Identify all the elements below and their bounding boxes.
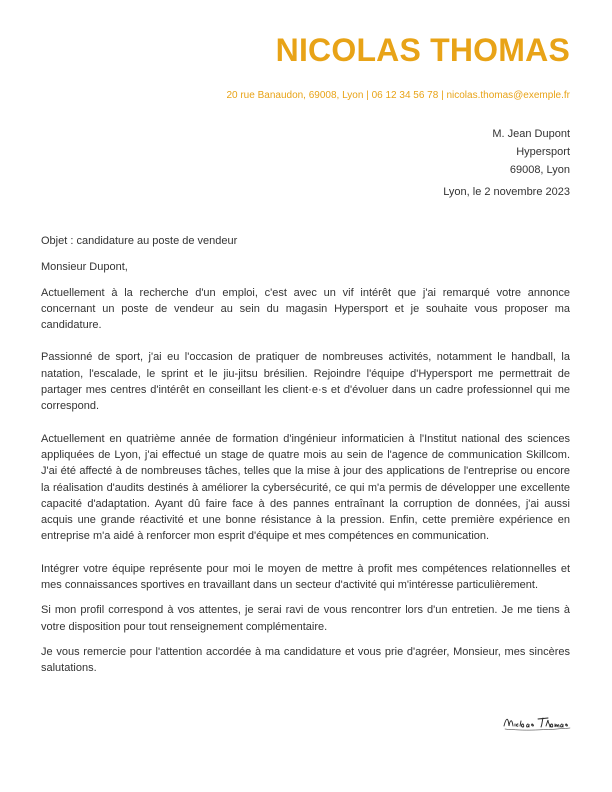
letter-paragraph: Si mon profil correspond à vos attentes, je serai ravi de vous rencontrer lors d'un entretien. Je me tiens à votre disposition pour tout renseignement complémentaire.: [41, 604, 570, 633]
letter-subject: Objet : candidature au poste de vendeur: [41, 235, 238, 247]
sender-contact: 20 rue Banaudon, 69008, Lyon | 06 12 34 56 78 | nicolas.thomas@exemple.fr: [226, 90, 570, 101]
recipient-name: M. Jean Dupont: [492, 128, 570, 140]
letter-date: Lyon, le 2 novembre 2023: [443, 186, 570, 198]
recipient-city: 69008, Lyon: [509, 164, 570, 176]
letter-paragraph: Passionné de sport, j'ai eu l'occasion de pratiquer de nombreuses activités, notamment le handball, la natation, l'escalade, le sprint et le jiu-jitsu brésilien. Rejoindre l'équipe d'Hypersport me permettrait de partager mes centres d'intérêt en conseillant les client·e·s et d'évoluer dans un cadre professionnel qui me correspond.: [41, 351, 570, 413]
sender-name: NICOLAS THOMAS: [275, 32, 570, 68]
letter-body: [41, 233, 570, 686]
letter-salutation: Monsieur Dupont,: [41, 261, 128, 274]
recipient-company: Hypersport: [516, 146, 570, 158]
letter-paragraph: Je vous remercie pour l'attention accordée à ma candidature et vous prie d'agréer, Monsieur, mes sincères salutations.: [41, 645, 570, 675]
letter-paragraph: Actuellement à la recherche d'un emploi, c'est avec un vif intérêt que j'ai remarqué votre annonce concernant un poste de vendeur au sein du magasin Hypersport et je souhaite vous proposer ma candidature.: [41, 286, 570, 332]
handwritten-signature-icon: [502, 712, 572, 734]
recipient-block: [492, 125, 570, 179]
letter-paragraph: Actuellement en quatrième année de formation d'ingénieur informaticien à l'Institut national des sciences appliquées de Lyon, j'ai effectué un stage de quatre mois au sein de l'agence de communication Skillcom. J'ai été affecté à de nombreuses tâches, telles que la mise à jour des applications de l'entreprise ou encore la réalisation d'audits destinés à améliorer la cybersécurité, ce qui m'a permis de développer une excellente capacité d'adaptation. Ayant dû faire face à des pannes entraînant la corruption de données, j'ai aussi acquis une grande réactivité et une bonne résistance à la pression. Enfin, cette première expérience en entreprise m'a aidé à renforcer mon esprit d'équipe et mes compétences en communication.: [41, 432, 570, 543]
letter-paragraph: Intégrer votre équipe représente pour moi le moyen de mettre à profit mes compétences relationnelles et mes connaissances sportives en travaillant dans un secteur d'activité qui m'intéresse particulièrement.: [41, 562, 570, 592]
